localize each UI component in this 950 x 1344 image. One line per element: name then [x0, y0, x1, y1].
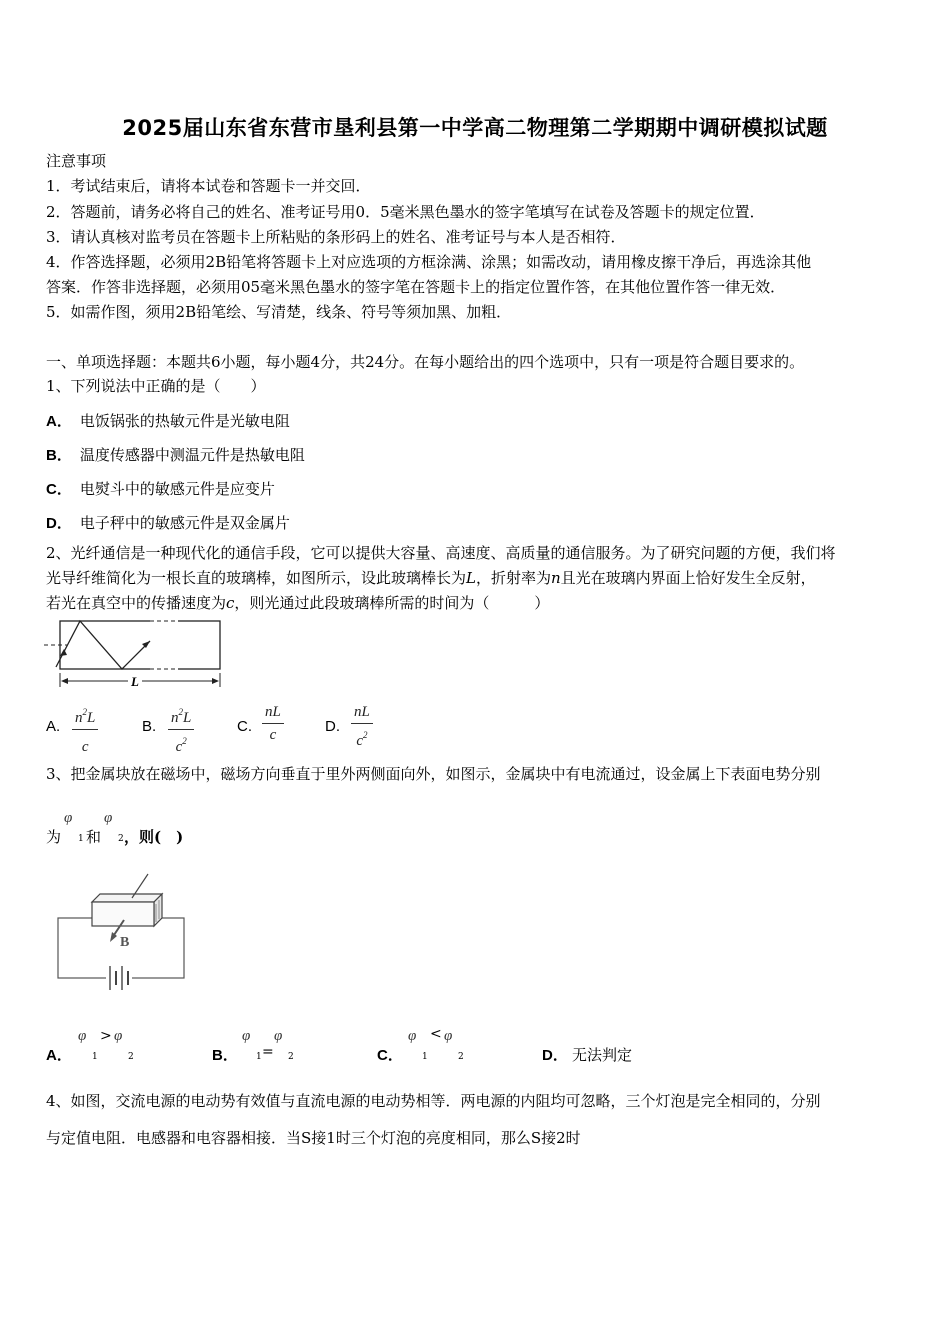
- q2-stem-line1: 2、光纤通信是一种现代化的通信手段，它可以提供大容量、高速度、高质量的通信服务。为了研究问题的方便，我们将: [46, 544, 836, 562]
- phi-symbol: φ: [104, 810, 113, 826]
- den-sup: 2: [363, 730, 368, 740]
- den-base: c: [81, 739, 89, 755]
- q2-text: 若光在真空中的传播速度为: [46, 594, 227, 612]
- q1-option-c: [46, 479, 275, 500]
- denominator: [72, 732, 98, 756]
- fiber-figure: [44, 615, 226, 691]
- subscript: 2: [458, 1052, 464, 1062]
- q3-stem-prefix: 为: [46, 828, 62, 846]
- relation-symbol: <: [430, 1026, 442, 1042]
- option-text: 温度传感器中测温元件是热敏电阻: [79, 446, 305, 464]
- q3-option-c-label: C．: [377, 1047, 403, 1064]
- num-tail: L: [183, 710, 192, 726]
- var-l: L: [466, 569, 476, 587]
- arrow-head: [61, 678, 68, 684]
- q4-stem-line2: 与定值电阻．电感器和电容器相接．当S接1时三个灯泡的亮度相同，那么S接2时: [46, 1129, 581, 1147]
- q2-text: ，则光通过此段玻璃棒所需的时间为（ ）: [234, 594, 550, 612]
- fraction-bar: [168, 729, 194, 730]
- num-base: nL: [354, 704, 370, 720]
- option-text: 电熨斗中的敏感元件是应变片: [79, 480, 275, 498]
- option-text: 电饭锅张的热敏元件是光敏电阻: [79, 412, 290, 430]
- light-ray: [56, 621, 150, 669]
- den-sup: 2: [182, 736, 187, 746]
- length-label: L: [131, 674, 139, 689]
- subscript: 2: [118, 834, 124, 844]
- subscript: 1: [78, 834, 84, 844]
- q2-option-b-label: B.: [142, 718, 157, 735]
- fraction-bar: [262, 723, 284, 724]
- fraction-bar: [351, 723, 373, 724]
- subscript: 2: [288, 1052, 294, 1062]
- notice-item-2: 2．答题前，请务必将自己的姓名、准考证号用0．5毫米黑色墨水的签字笔填写在试卷及答题卡的规定位置．: [46, 203, 765, 221]
- metal-block-top: [92, 894, 162, 902]
- notice-heading: 注意事项: [46, 152, 107, 170]
- subscript: 1: [422, 1052, 428, 1062]
- num-base: n: [171, 710, 179, 726]
- phi-symbol: φ: [274, 1028, 283, 1044]
- den-base: c: [356, 733, 363, 749]
- num-sup: 2: [178, 707, 183, 717]
- q1-stem: 1、下列说法中正确的是（ ）: [46, 377, 266, 395]
- num-sup: 2: [82, 707, 87, 717]
- glass-rod: [60, 621, 220, 669]
- denominator: [351, 726, 373, 750]
- q2-text: ，折射率为: [475, 569, 551, 587]
- denominator: [262, 726, 284, 744]
- phi-symbol: φ: [408, 1028, 417, 1044]
- numerator: [351, 703, 373, 721]
- q3-option-d-text: 无法判定: [572, 1046, 633, 1064]
- numerator: [168, 703, 194, 727]
- q2-option-a-formula: [72, 703, 98, 756]
- relation-symbol: >: [100, 1028, 112, 1044]
- q3-option-b-label: B．: [212, 1047, 238, 1064]
- q2-option-b-formula: [168, 703, 194, 756]
- fraction-bar: [72, 729, 98, 730]
- subscript: 1: [256, 1052, 262, 1062]
- option-letter: B．: [46, 447, 72, 464]
- field-label: B: [120, 935, 130, 950]
- circuit-figure: [54, 872, 190, 996]
- q2-option-d-label: D.: [325, 718, 340, 735]
- numerator: [72, 703, 98, 727]
- subscript: 2: [128, 1052, 134, 1062]
- relation-symbol: =: [262, 1044, 274, 1060]
- phi-symbol: φ: [114, 1028, 123, 1044]
- phi-symbol: φ: [78, 1028, 87, 1044]
- option-letter: A．: [46, 413, 72, 430]
- q2-stem-line2: [46, 568, 816, 588]
- q3-stem-line1: 3、把金属块放在磁场中，磁场方向垂直于里外两侧面向外，如图示，金属块中有电流通过，设金属上下表面电势分别: [46, 765, 821, 783]
- q2-option-c-formula: [262, 703, 284, 744]
- q2-option-c-label: C.: [237, 718, 252, 735]
- notice-item-1: 1．考试结束后，请将本试卷和答题卡一并交回．: [46, 177, 371, 195]
- phi-symbol: φ: [242, 1028, 251, 1044]
- option-text: 电子秤中的敏感元件是双金属片: [79, 514, 290, 532]
- page-title: 2025届山东省东营市垦利县第一中学高二物理第二学期期中调研模拟试题: [122, 116, 828, 140]
- q3-option-a-label: A．: [46, 1047, 72, 1064]
- q2-option-a-label: A.: [46, 718, 61, 735]
- q2-text: 且光在玻璃内界面上恰好发生全反射，: [560, 569, 816, 587]
- denominator: [168, 732, 194, 756]
- numerator: [262, 703, 284, 721]
- notice-item-5: 5．如需作图，须用2B铅笔绘、写清楚，线条、符号等须加黑、加粗．: [46, 303, 512, 321]
- den-base: c: [269, 727, 277, 743]
- q3-and: 和: [86, 828, 102, 846]
- q2-text: 光导纤维简化为一根长直的玻璃棒，如图所示，设此玻璃棒长为: [46, 569, 467, 587]
- arrow-head: [212, 678, 219, 684]
- phi-symbol: φ: [444, 1028, 453, 1044]
- q1-option-b: [46, 445, 305, 466]
- notice-item-4-cont: 答案．作答非选择题，必须用05毫米黑色墨水的签字笔在答题卡上的指定位置作答，在其他位置作答一律无效．: [46, 278, 786, 296]
- option-letter: D．: [46, 515, 72, 532]
- notice-item-3: 3．请认真核对监考员在答题卡上所粘贴的条形码上的姓名、准考证号与本人是否相符．: [46, 228, 626, 246]
- den-base: c: [175, 739, 183, 755]
- q1-option-a: [46, 411, 290, 432]
- notice-item-4: 4．作答选择题，必须用2B铅笔将答题卡上对应选项的方框涂满、涂黑；如需改动，请用橡皮擦干净后，再选涂其他: [46, 253, 812, 271]
- q3-stem-suffix: ，则( ): [124, 828, 184, 846]
- q2-option-d-formula: [351, 703, 373, 750]
- var-n: n: [551, 569, 561, 587]
- option-letter: C．: [46, 481, 72, 498]
- num-base: nL: [265, 704, 281, 720]
- subscript: 1: [92, 1052, 98, 1062]
- section-heading: 一、单项选择题：本题共6小题，每小题4分，共24分。在每小题给出的四个选项中，只有一项是符合题目要求的。: [46, 353, 805, 371]
- num-tail: L: [87, 710, 96, 726]
- num-base: n: [75, 710, 83, 726]
- ray-arrow: [60, 649, 67, 656]
- q4-stem-line1: 4、如图，交流电源的电动势有效值与直流电源的电动势相等．两电源的内阻均可忽略，三个灯泡是完全相同的，分别: [46, 1092, 821, 1110]
- phi-symbol: φ: [64, 810, 73, 826]
- q1-option-d: [46, 513, 290, 534]
- q3-option-d-label: D．: [542, 1047, 568, 1064]
- q2-stem-line3: [46, 593, 549, 613]
- var-c: c: [226, 594, 235, 612]
